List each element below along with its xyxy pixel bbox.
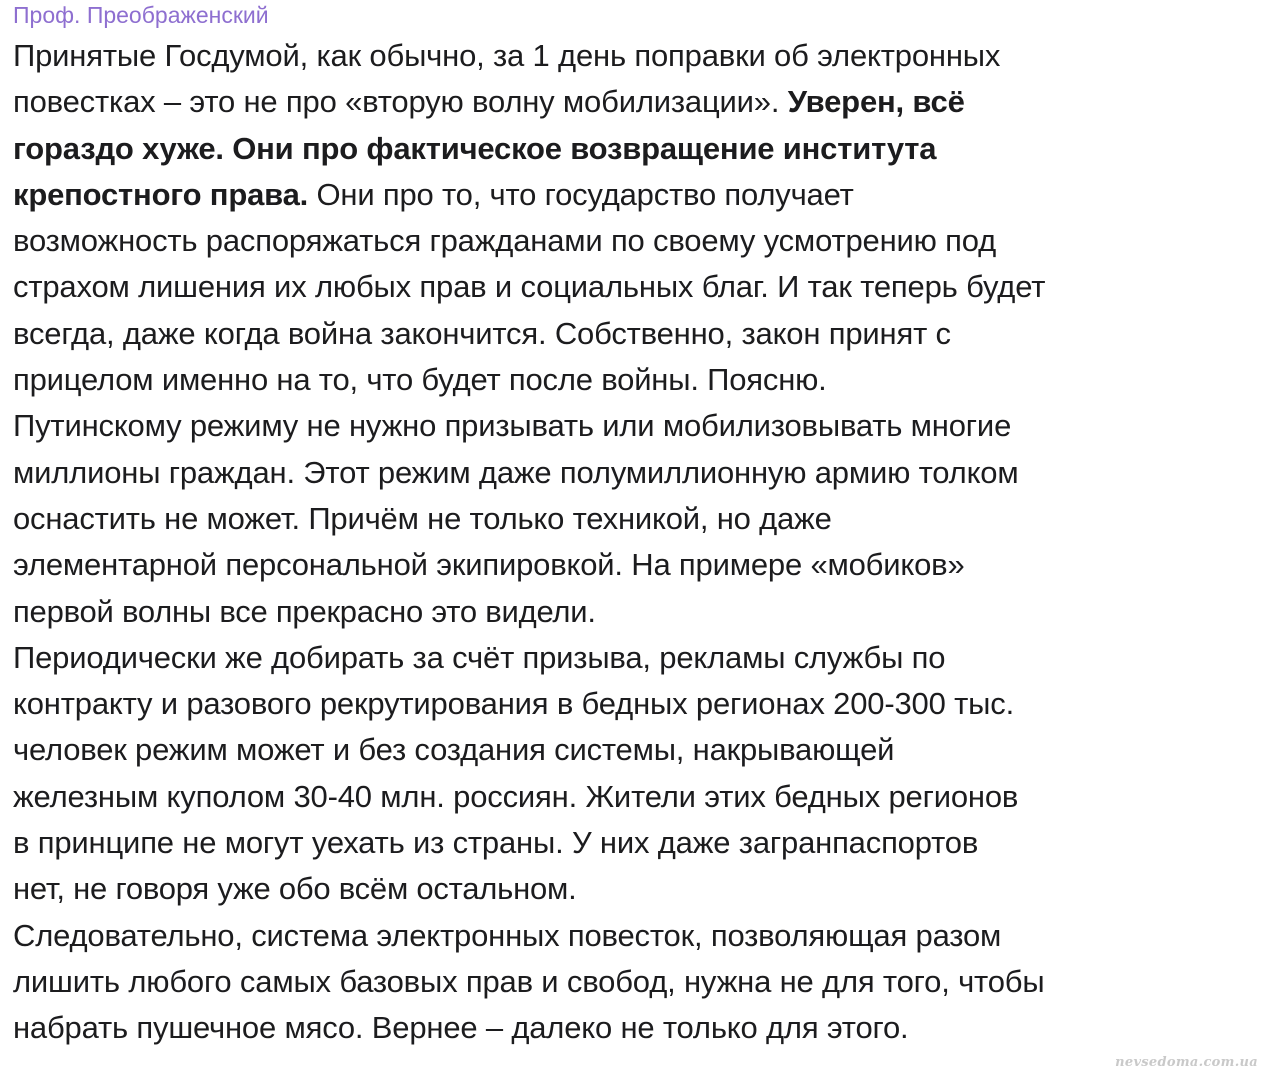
text-segment: лишить любого самых базовых прав и свобод, нужна не для того, чтобы [13,963,1045,999]
text-segment: Путинскому режиму не нужно призывать или мобилизовывать многие [13,408,1012,444]
text-segment: Они про то, что государство получает [308,176,854,212]
text-line [13,774,1258,820]
message-post [13,0,1258,1052]
text-segment: контракту и разового рекрутирования в бедных регионах 200-300 тыс. [13,686,1015,722]
text-segment: первой волны все прекрасно это видели. [13,593,596,629]
text-segment: железным куполом 30-40 млн. россиян. Жители этих бедных регионов [13,778,1019,814]
text-line [13,172,1258,218]
text-line [13,450,1258,496]
text-line [13,820,1258,866]
text-line [13,635,1258,681]
text-line [13,357,1258,403]
text-line [13,79,1258,125]
text-line [13,403,1258,449]
author-name[interactable]: Проф. Преображенский [13,2,269,28]
text-segment: Следовательно, система электронных повесток, позволяющая разом [13,917,1002,953]
text-line [13,866,1258,912]
text-segment: прицелом именно на то, что будет после войны. Поясню. [13,362,827,398]
text-line [13,218,1258,264]
text-segment: всегда, даже когда война закончится. Собственно, закон принят с [13,315,951,351]
text-line [13,264,1258,310]
bold-text-segment: Уверен, всё [787,84,965,120]
text-segment: элементарной персональной экипировкой. На примере «мобиков» [13,547,965,583]
text-line [13,589,1258,635]
text-segment: повестках – это не про «вторую волну мобилизации». [13,84,788,120]
text-line [13,496,1258,542]
text-line [13,959,1258,1005]
text-segment: в принципе не могут уехать из страны. У них даже загранпаспортов [13,825,979,861]
text-line [13,681,1258,727]
text-line [13,33,1258,79]
text-segment: Периодически же добирать за счёт призыва, рекламы службы по [13,639,946,675]
watermark: nevsedoma.com.ua [1115,1055,1258,1070]
text-segment: страхом лишения их любых прав и социальных благ. И так теперь будет [13,269,1046,305]
message-text [13,33,1258,1052]
text-line [13,126,1258,172]
text-line [13,913,1258,959]
bold-text-segment: крепостного права. [13,176,309,212]
text-segment: оснастить не может. Причём не только техникой, но даже [13,500,832,536]
bold-text-segment: гораздо хуже. Они про фактическое возвращение института [13,130,937,166]
text-segment: набрать пушечное мясо. Вернее – далеко не только для этого. [13,1010,909,1046]
text-segment: человек режим может и без создания системы, накрывающей [13,732,895,768]
text-segment: миллионы граждан. Этот режим даже полумиллионную армию толком [13,454,1019,490]
text-line [13,542,1258,588]
text-segment: Принятые Госдумой, как обычно, за 1 день поправки об электронных [13,38,1001,73]
text-line [13,727,1258,773]
text-line [13,1005,1258,1051]
text-segment: возможность распоряжаться гражданами по своему усмотрению под [13,223,997,259]
text-line [13,311,1258,357]
text-segment: нет, не говоря уже обо всём остальном. [13,871,577,907]
